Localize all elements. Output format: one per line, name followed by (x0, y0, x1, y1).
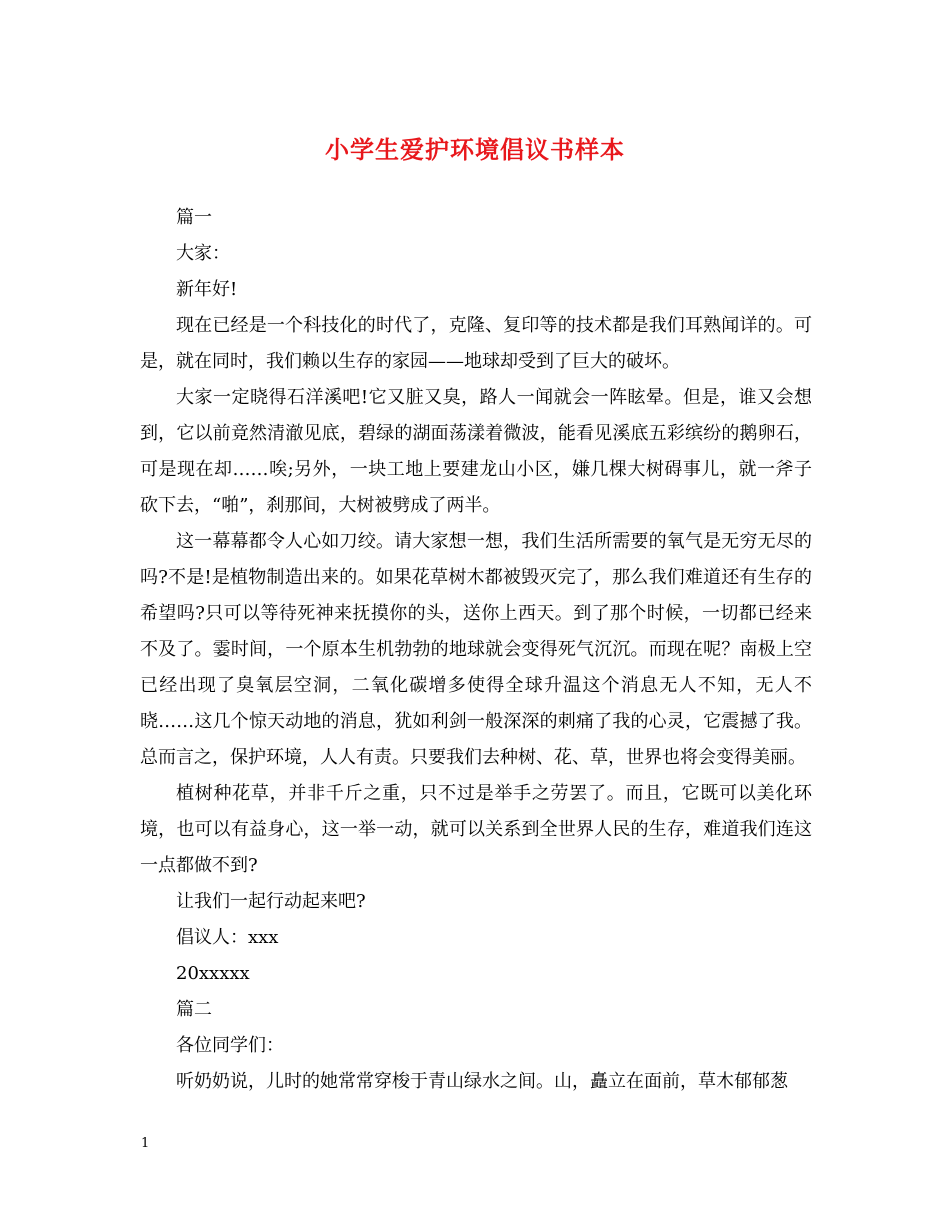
document-title: 小学生爱护环境倡议书样本 (325, 135, 625, 164)
call-to-action: 让我们一起行动起来吧? (176, 891, 366, 912)
page-number: 1 (141, 1136, 150, 1151)
signer: 倡议人：xxx (176, 927, 279, 948)
salutation: 各位同学们： (176, 1035, 284, 1056)
date: 20xxxxx (176, 963, 250, 984)
section-heading-2: 篇二 (176, 999, 212, 1020)
paragraph: 现在已经是一个科技化的时代了，克隆、复印等的技术都是我们耳熟闻详的。可是，就在同时，我们赖以生存的家园——地球却受到了巨大的破坏。 (140, 315, 812, 372)
new-year-greeting: 新年好! (176, 279, 238, 300)
paragraph-fragment: 听奶奶说，儿时的她常常穿梭于青山绿水之间。山，矗立在面前，草木郁郁葱 (176, 1071, 788, 1092)
paragraph: 植树种花草，并非千斤之重，只不过是举手之劳罢了。而且，它既可以美化环境，也可以有益身心，这一举一动，就可以关系到全世界人民的生存，难道我们连这一点都做不到? (140, 783, 812, 876)
section-heading-1: 篇一 (176, 207, 212, 228)
salutation: 大家： (176, 243, 230, 264)
paragraph: 大家一定晓得石洋溪吧!它又脏又臭，路人一闻就会一阵眩晕。但是，谁又会想到，它以前竟然清澈见底，碧绿的湖面荡漾着微波，能看见溪底五彩缤纷的鹅卵石，可是现在却……唉;另外，一块工地上要建龙山小区，嫌几棵大树碍事儿，就一斧子砍下去，“啪”，刹那间，大树被劈成了两半。 (140, 387, 812, 516)
document-body (140, 200, 812, 1100)
paragraph: 这一幕幕都令人心如刀绞。请大家想一想，我们生活所需要的氧气是无穷无尽的吗?不是!是植物制造出来的。如果花草树木都被毁灭完了，那么我们难道还有生存的希望吗?只可以等待死神来抚摸你的头，送你上西天。到了那个时候，一切都已经来不及了。霎时间，一个原本生机勃勃的地球就会变得死气沉沉。而现在呢？南极上空已经出现了臭氧层空洞，二氧化碳增多使得全球升温这个消息无人不知，无人不晓……这几个惊天动地的消息，犹如利剑一般深深的刺痛了我的心灵，它震撼了我。总而言之，保护环境，人人有责。只要我们去种树、花、草，世界也将会变得美丽。 (140, 531, 812, 768)
